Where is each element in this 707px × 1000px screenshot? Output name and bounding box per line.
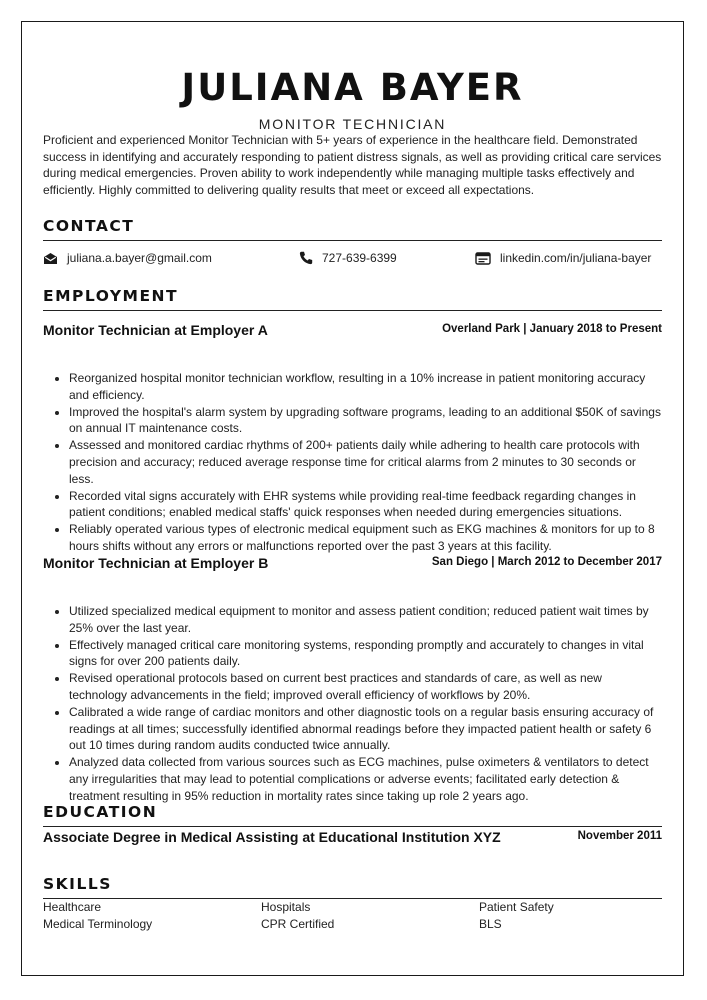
skill-item: Healthcare [43, 900, 102, 914]
job-bullet: • Recorded vital signs accurately with EHR systems while providing real-time feedback regarding changes in patient conditions; enabled medical staffs' quick responses when needed during emergencies situations. [69, 488, 662, 522]
job-bullet: • Reliably operated various types of electronic medical equipment such as EKG machines & monitors for up to 8 hours shifts without any errors or malfunctions reported over the past 3 years at this facility. [69, 521, 662, 555]
job-title: Monitor Technician at Employer B [43, 555, 269, 571]
skills-grid [43, 899, 662, 932]
job-bullet: • Assessed and monitored cardiac rhythms of 200+ patients daily while adhering to health care protocols with precision and accuracy; reduced average response time for critical alarms from 2 minutes to 30 seconds or less. [69, 437, 662, 487]
skill-item: BLS [479, 916, 502, 931]
envelope-icon [43, 252, 58, 265]
skill-item: Hospitals [261, 900, 311, 914]
candidate-role: MONITOR TECHNICIAN [258, 116, 447, 132]
contact-phone[interactable] [299, 251, 397, 265]
contact-linkedin[interactable] [475, 251, 651, 265]
employment-section-title: EMPLOYMENT [43, 287, 662, 311]
skill-item: CPR Certified [261, 916, 335, 931]
phone-icon [299, 251, 313, 265]
email-text[interactable]: juliana.a.bayer@gmail.com [67, 251, 212, 265]
contact-section-title: CONTACT [43, 217, 662, 241]
job-bullet: • Revised operational protocols based on current best practices and standards of care, as well as new technology advancements in the field; improved overall efficiency of workflows by 20%. [69, 670, 662, 704]
job-header [43, 322, 662, 340]
job-bullet-list [43, 603, 662, 805]
browser-window-icon [475, 252, 491, 265]
job-bullet: • Utilized specialized medical equipment to monitor and assess patient condition; reduced patient wait times by 25% over the last year. [69, 603, 662, 637]
degree-title: Associate Degree in Medical Assisting at Educational Institution XYZ [43, 829, 501, 845]
phone-text[interactable]: 727-639-6399 [322, 251, 397, 265]
education-entry [43, 829, 662, 847]
graduation-date: November 2011 [577, 830, 662, 842]
job-bullet: • Effectively managed critical care monitoring systems, responding promptly and accurately to changes in vital signs for over 200 patients daily. [69, 637, 662, 671]
job-title: Monitor Technician at Employer A [43, 322, 268, 338]
resume-page [21, 21, 684, 976]
contact-row [43, 251, 662, 269]
job-bullet: • Improved the hospital's alarm system by upgrading software programs, leading to an additional $50K of savings on annual IT maintenance costs. [69, 404, 662, 438]
job-header [43, 555, 662, 573]
job-location-dates: Overland Park | January 2018 to Present [442, 323, 662, 335]
skills-section-title: SKILLS [43, 875, 662, 899]
professional-summary: Proficient and experienced Monitor Technician with 5+ years of experience in the healthcare field. Demonstrated success in identifying and accurately responding to patient distress signals, as well as providing critical care services during medical emergencies. Proven ability to work independently while managing multiple tasks effectively and efficiently. Highly committed to delivering quality results that meet or exceed all expectations. [43, 133, 662, 197]
candidate-name: JULIANA BAYER [181, 66, 524, 109]
job-bullet: • Calibrated a wide range of cardiac monitors and other diagnostic tools on a regular basis ensuring accuracy of readings at all times; successfully identified abnormal readings before they impacted patient health or safety 6 out 10 times during random audits conducted twice annually. [69, 704, 662, 754]
job-location-dates: San Diego | March 2012 to December 2017 [431, 556, 662, 568]
job-bullet: • Reorganized hospital monitor technician workflow, resulting in a 10% increase in patient monitoring accuracy and efficiency. [69, 370, 662, 404]
skill-item: Medical Terminology [43, 916, 153, 931]
linkedin-text[interactable]: linkedin.com/in/juliana-bayer [500, 251, 652, 265]
job-bullet-list [43, 370, 662, 555]
job-bullet: • Analyzed data collected from various sources such as ECG machines, pulse oximeters & ventilators to detect any irregularities that may lead to potential complications or adverse events; facilitated early detection & treatment resulting in 95% reduction in mortality rates since taking up role 2 years ago. [69, 754, 662, 804]
contact-email[interactable] [43, 251, 212, 265]
education-section-title: EDUCATION [43, 803, 662, 827]
skill-item: Patient Safety [479, 900, 554, 914]
